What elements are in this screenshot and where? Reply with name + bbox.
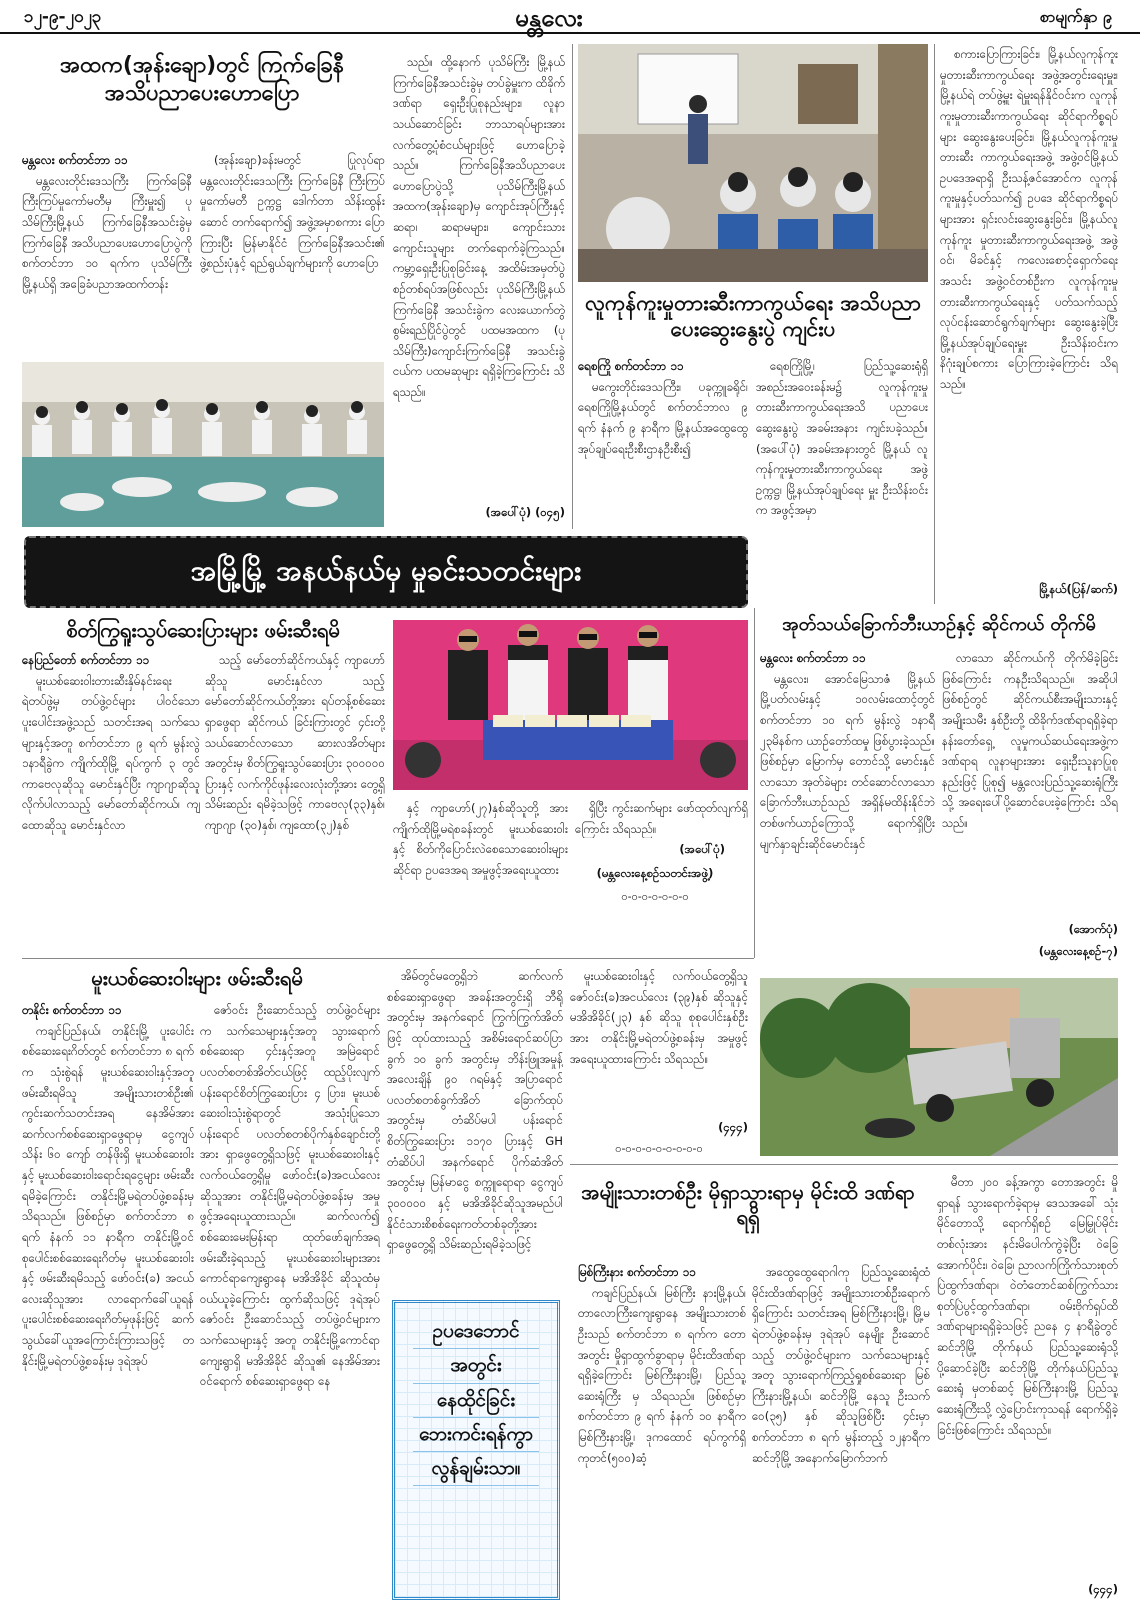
article-4-text-1: မန္တလေး၊ အောင်မြေသာဇံ မြို့နယ် မြို့ပတ်လမ်းနှင့် ၁၀လမ်းထောင့်တွင် စက်တင်ဘာ ၁၀ ရက် မွန်းလွဲ ၁နာရီ ၂၃မိနစ်က ယာဉ်တော်ထမှု ဖြစ်ပွားခဲ့သည်။ ဖြစ်စဉ်မှာ မြောက်မှ တောင်သို့ မောင်းနှင်လာသော အုတ်ခဲများ တင်ဆောင်လာသော ခြောက်ဘီးယာဉ်သည် အရှိန်မထိန်းနိုင်ဘဲ တစ်ဖက်ယာဉ်ကြောသို့ ရောက်ရှိပြီး မျက်နှာချင်းဆိုင်မောင်းနှင် [760,671,935,851]
article-6-col-3 [937,1172,1118,1577]
notice-line-3: နေထိုင်ခြင်း [413,1384,539,1418]
article-2-credit: မြို့နယ်(ပြန်/ဆက်) [1039,582,1118,596]
article-4-source: (မန္တလေးနေ့စဉ်-၇) [1038,944,1118,958]
article-3-text-2: သည့် မော်တော်ဆိုင်ကယ်နှင့် ကျာဟော်ဆိုသူ မောင်းနှင်လာ သည့် မော်တော်ဆိုင်ကယ်တို့အား ရပ်တန့်စစ်ဆေးရှာဖွေရာ ဆိုင်ကယ် ခြင်းကြားတွင် ၄င်းတို့ သယ်ဆောင်လာသော ဆားလအိတ်များအတွင်းမှ စိတ်ကြွရူးသွပ်ဆေးပြား ၃၀၀၀၀၀ ပြားနှင့် လက်ကိုင်ဖုန်းလေးလုံးတို့အား တွေ့ရှိသိမ်းဆည်း ရမိခဲ့သဖြင့် ကာဗေလု(၃၃)နှစ်၊ ကျာဂျာ (၃၀)နှစ်၊ ကျထော(၃၂)နှစ် [205,653,385,832]
article-5-col-4 [570,966,748,1116]
article-3-col-2 [205,650,385,950]
article-3-text-4: ရှိပြီး ကွင်းဆက်များ ဖော်ထုတ်လျက်ရှိကြောင်း သိရသည်။ [575,801,748,836]
article-6-text-1: ကချင်ပြည်နယ်၊ မြစ်ကြီး နားမြို့နယ်၊ တာလောကြီးကျေးရွာနေ အမျိုးသားတစ်ဦးသည် စက်တင်ဘာ ၈ ရက်က တောအတွင်း မှိုရှာထွက်ခွာရာမှ မိုင်းထိဒဏ်ရာ ရရှိခဲ့ကြောင်း မြစ်ကြီးနားမြို့၊ ပြည်သူ့ဆေးရုံကြီး မှ သိရသည်။ ဖြစ်စဉ်မှာ စက်တင်ဘာ ၉ ရက် နံနက် ၁၀ နာရီက မြစ်ကြီးနားမြို့၊ ဒုကထောင် ရပ်ကွက်ရှိ ကုတင်(၅၀၀)ဆံ့ [578,1285,746,1465]
article-5-title: မူးယစ်ဆေးဝါးများ ဖမ်းဆီးရမိ [91,966,303,990]
article-6-col-1 [578,1262,746,1602]
article-3-byline: နေပြည်တော် စက်တင်ဘာ ၁၁ [22,653,150,667]
notice-line-4: ဘေးကင်းရန်ကွာ [413,1418,539,1452]
article-4-credit: (အောက်ပုံ) [1068,922,1118,936]
article-5-separator: ၀-၀-၀-၀-၀-၀-၀-၀-၀ [615,1142,703,1155]
notice-line-2: အတွင်း [413,1349,539,1383]
article-2-text-1: မကွေးတိုင်းဒေသကြီး၊ ပခုက္ကူခရိုင်၊ ရေစကြိုမြို့နယ်တွင် စက်တင်ဘာလ ၉ ရက် နံနက် ၉ နာရီက မြို့နယ်အထွေထွေ အုပ်ချုပ်ရေးဦးစီးဌာနဦးစီး၍ [578,379,748,456]
article-3-title: စိတ်ကြွရူးသွပ်ဆေးပြားများ ဖမ်းဆီးရမိ [66,618,340,642]
article-3-text-1: မူးယစ်ဆေးဝါးတားဆီးနှိမ်နင်းရေးရဲတပ်ဖွဲ့မှ တပ်ဖွဲ့ဝင်များ ပါဝင်သော ပူးပေါင်းအဖွဲ့သည် သတင်းအရ သက်သေများနှင့်အတူ စက်တင်ဘာ ၉ ရက် မွန်းလွဲ ၁နာရီခွဲက ကျိုက်ထိုမြို့ ရပ်ကွက် ၃ တွင် ကာဗေလုဆိုသူ မောင်းနှင်ပြီး ကျာဂျာဆိုသူ လိုက်ပါလာသည့် မော်တော်ဆိုင်ကယ်၊ ကျထောဆိုသူ မောင်းနှင်လာ [22,673,200,832]
issue-date: ၁၂-၉-၂၀၂၃ [24,7,102,27]
article-5-col-2 [200,1000,380,1600]
article-2-text-2: ရေစကြိုမြို့၊ ပြည်သူ့ဆေးရုံရှိ အစည်းအဝေးခန်းမ၌ လူကုန်ကူးမှု တားဆီးကာကွယ်ရေးအသိ ပညာပေးဆွေးနွေးပွဲ အခမ်းအနား ကျင်းပခဲ့သည်။ (အပေါ်ပုံ) အခမ်းအနားတွင် မြို့နယ် လူကုန်ကူးမှုတားဆီးကာကွယ်ရေး အဖွဲ့ဥက္ကဋ္ဌ၊ မြို့နယ်အုပ်ချုပ်ရေး မှူး ဦးသိန်းဝင်းက အဖွင့်အမှာ [756,359,928,518]
column-divider [754,608,755,958]
article-4-col-1 [760,648,935,953]
article-1-text-3: သည်။ ထို့နောက် ပုသိမ်ကြီး မြို့နယ်ကြက်ခြေနီအသင်းခွဲမှ တပ်ခွဲမှူးက ထိခိုက်ဒဏ်ရာ ရှေးဦးပြုစုနည်းများ၊ လူနာသယ်ဆောင်ခြင်း ဘာသာရပ်များအား လက်တွေ့ပုံစံငယ်များဖြင့် ဟောပြောခဲ့သည်။ ကြက်ခြေနီအသိပညာပေး ဟောပြောပွဲသို့ ပုသိမ်ကြီးမြို့နယ် အထက(အုန်းချော)မှ ကျောင်းအုပ်ကြီးနှင့် ဆရာ၊ ဆရာမများ၊ ကျောင်းသားကျောင်းသူများ တက်ရောက်ခဲ့ကြသည်။ ကမ္ဘာ့ရှေးဦးပြုစုခြင်းနေ့ အထိမ်းအမှတ်ပွဲစဉ်တစ်ရပ်အဖြစ်လည်း ပုသိမ်ကြီးမြို့နယ်ကြက်ခြေနီ အသင်းခွဲက လေးယောက်တွဲ စွမ်းရည်ပြိုင်ပွဲတွင် ပထမအထက (ပုသိမ်ကြီး)ကျောင်းကြက်ခြေနီ အသင်းခွဲငယ်က ပထမဆုများ ရရှိခဲ့ကြကြောင်း သိရသည်။ [393,55,565,399]
article-1-text-1: မန္တလေးတိုင်းဒေသကြီး ကြက်ခြေနီကြီးကြပ်မှုကော်မတီမှ ကြီးမှူး၍ ပုသိမ်ကြီးမြို့နယ် ကြက်ခြေနီအသင်းခွဲမှကြက်ခြေနီ အသိပညာပေးဟောပြောပွဲကို စက်တင်ဘာ ၁၀ ရက်က ပုသိမ်ကြီး မြို့နယ်ရှိ အခြေခံပညာအထက်တန်း [22,173,192,291]
article-3-credit: (အပေါ်ပုံ) [679,842,725,856]
page-header [0,0,1140,34]
article-2-title: လူကုန်ကူးမှုတားဆီးကာကွယ်ရေး အသိပညာပေးဆွေးနွေးပွဲ ကျင်းပ [585,291,921,342]
article-1-col-3 [393,52,565,497]
first-aid-training-photo [22,362,384,527]
seized-drugs-suspects-photo [393,620,748,790]
article-5-col-3 [387,966,563,1291]
page-number: စာမျက်နှာ ၉ [1039,7,1112,26]
section-divider [22,958,754,959]
article-2-col-2 [756,356,928,601]
article-3-col-3 [393,798,568,953]
notice-line-1: ဥပဒေဘောင် [413,1315,539,1349]
truck-motorcycle-accident-photo [760,978,1118,1156]
article-2-text-3: စကားပြောကြားခြင်း၊ မြို့နယ်လူကုန်ကူးမှုတားဆီးကာကွယ်ရေး အဖွဲ့အတွင်းရေးမှူး၊ မြို့နယ်ရဲ တပ်ဖွဲ့မှူး ရဲမှူးရန်နိုင်ဝင်းက လူကုန်ကူးမှုတားဆီးကာကွယ်ရေး ဆိုင်ရာကိစ္စရပ်များ ဆွေးနွေးပေးခြင်း၊ မြို့နယ်လူကုန်ကူးမှုတားဆီး ကာကွယ်ရေးအဖွဲ့ အဖွဲ့ဝင်မြို့နယ် ဥပဒေအရာရှိ ဦးသန့်ဇင်အောင်က လူကုန်ကူးမှုနှင့်ပတ်သက်၍ ဥပဒေ ဆိုင်ရာကိစ္စရပ်များအား ရှင်းလင်းဆွေးနွေးခြင်း၊ မြို့နယ်လူကုန်ကူး မှုတားဆီးကာကွယ်ရေးအဖွဲ့ အဖွဲ့ဝင်၊ မိခင်နှင့် ကလေးစောင့်ရှောက်ရေးအသင်း အဖွဲ့ဝင်တစ်ဦးက လူကုန်ကူးမှုတားဆီးကာကွယ်ရေးနှင့် ပတ်သက်သည့် လုပ်ငန်းဆောင်ရွက်ချက်များ ဆွေးနွေးခဲ့ပြီး မြို့နယ်အုပ်ချုပ်ရေးမှူး ဦးသိန်းဝင်းက နိဂုံးချုပ်စကား ပြောကြားခဲ့ကြောင်း သိရသည်။ [940,47,1118,391]
article-3-text-3: နှင့် ကျာဟော်(၂၇)နှစ်ဆိုသူတို့ အား ကျိုက်ထိုမြို့မရဲစခန်းတွင် မူးယစ်ဆေးဝါးနှင့် စိတ်ကိုပြောင်းလဲစေသောဆေးဝါးများဆိုင်ရာ ဥပဒေအရ အမှုဖွင့်အရေးယူထား [393,801,568,877]
article-2-col-3 [940,44,1118,579]
article-5-col-1 [22,1000,194,1600]
article-4-byline: မန္တလေး စက်တင်ဘာ ၁၁ [760,651,866,665]
article-1-col-1 [22,150,192,350]
article-1-title: အထက(အုန်းချော)တွင် ကြက်ခြေနီ အသိပညာပေးဟောပြော [59,53,345,106]
article-1-col-2 [200,150,385,350]
column-divider [934,44,935,604]
article-6-col-2 [752,1262,930,1602]
article-4-text-2: လာသော ဆိုင်ကယ်ကို တိုက်မိခဲ့ခြင်းဖြစ်ကြောင်း ကနဦးသိရသည်။ အဆိုပါ ဖြစ်စဉ်တွင် ဆိုင်ကယ်စီးအမျိုးသားနှင့် အမျိုးသမီး နှစ်ဦးတို့ ထိခိုက်ဒဏ်ရာရရှိခဲ့ရာ နန်းတော်ရှေ့ လူမှုကယ်ဆယ်ရေးအဖွဲ့က ဒဏ်ရာရ လူနာများအား ရှေးဦးသူနာပြုစုနည်းဖြင့် ပြုစု၍ မန္တလေးပြည်သူ့ဆေးရုံကြီးသို့ အရေးပေါ်ပို့ဆောင်ပေးခဲ့ကြောင်း သိရသည်။ [942,651,1118,830]
public-notice-box [392,1300,560,1600]
article-6-text-2: အထွေထွေရောဂါကု ပြည်သူ့ဆေးရုံထံ မိုင်းထိဒဏ်ရာဖြင့် အမျိုးသားတစ်ဦးရောက်ရှိကြောင်း သတင်းအရ မြစ်ကြီးနားမြို့၊ မြို့မရဲတပ်ဖွဲ့စခန်းမှ ဒုရဲအုပ် နေမျိုး ဦးဆောင်သည့် တပ်ဖွဲ့ဝင်များက သက်သေများနှင့်အတူ သွားရောက်ကြည့်ရှုစစ်ဆေးရာ မြစ်ကြီးနားမြို့နယ်၊ ဆင်ဘိုမြို့ နေသူ ဦးသက်ဝေ(၃၅) နှစ် ဆိုသူဖြစ်ပြီး ၄င်းမှာ စက်တင်ဘာ ၈ ရက် မွန်းတည့် ၁၂နာရီက ဆင်ဘိုမြို့ အနောက်မြောက်ဘက် [752,1265,930,1465]
article-1-byline: မန္တလေး စက်တင်ဘာ ၁၁ [22,153,128,167]
anti-trafficking-meeting-photo [578,44,928,282]
article-6-text-3: မီတာ ၂၀၀ ခန့်အကွာ တောအတွင်း မှိုရှာရန် သွားရောက်ခဲ့ရာမှ ဒေသအခေါ် သုံးမိုင်တောသို့ ရောက်ရှိစဉ် မြေမြှုပ်မိုင်းတစ်လုံးအား နင်းမိပေါက်ကွဲခဲ့ပြီး ဝဲခြေ အောက်ပိုင်း၊ ဝဲခြေ၊ ညာလက်ကြိုက်သားစုတ်ပြဲထွက်ဒဏ်ရာ၊ ဝဲတံတောင်ဆစ်ကြွက်သား စုတ်ပြဲပွင့်ထွက်ဒဏ်ရာ၊ ဝမ်းဗိုက်ရှပ်ထိဒဏ်ရာများရရှိခဲ့သဖြင့် ညနေ ၄ နာရီခွဲတွင် ဆင်ဘိုမြို့ တိုက်နယ် ပြည်သူ့ဆေးရုံသို့ ပို့ဆောင်ခဲ့ပြီး ဆင်ဘိုမြို့ တိုက်နယ်ပြည်သူ့ဆေးရုံ မှတစ်ဆင့် မြစ်ကြီးနားမြို့ ပြည်သူ့ဆေးရုံကြီးသို့ လွှဲပြောင်းကုသရန် ရောက်ရှိခဲ့ခြင်းဖြစ်ကြောင်း သိရသည်။ [937,1175,1118,1437]
article-4-col-2 [942,648,1118,918]
article-5-text-2: ဇော်ဝင်း ဦးဆောင်သည့် တပ်ဖွဲ့ဝင်များက သက်သေများနှင့်အတူ သွားရောက်စစ်ဆေးရာ ၄င်းနှင့်အတူ အမြဲရောင်ပလတ်စတစ်အိတ်ငယ်ဖြင့် ထည့်ပိုးလျက် ပန်းရောင်စိတ်ကြွဆေးပြား ၄ ပြား၊ မူးယစ်ဆေးဝါးသုံးစွဲရာတွင် အသုံးပြုသော ပန်းရောင် ပလတ်စတစ်ပိုက်နှစ်ချောင်းတို့အား ရှာဖွေတွေ့ရှိသဖြင့် မူးယစ်ဆေးဝါးနှင့် လက်ဝယ်တွေ့ရှိမှု ဖော်ဝင်း(ခ)အငယ်လေးဆိုသူအား တနိုင်းမြို့မရဲတပ်ဖွဲ့စခန်းမှ အမှုဖွင့်အရေးယူထားသည်။ ဆက်လက်၍ စစ်ဆေးမေးမြန်းရာ ထုတ်ဖော်ချက်အရ ဖမ်းဆီးခဲ့ရသည့် မူးယစ်ဆေးဝါးများအား ကောင်ရာကျေးရွာနေ မအိအိခိုင် ဆိုသူထံမှ ဝယ်ယူခဲ့ကြောင်း ထွက်ဆိုသဖြင့် ဒုရဲအုပ် ဇော်ဝင်း ဦးဆောင်သည့် တပ်ဖွဲ့ဝင်များက သက်သေများနှင့် အတူ တနိုင်းမြို့ကောင်ရာကျေးရွာရှိ မအိအိခိုင် ဆိုသူ၏ နေအိမ်အား ဝင်ရောက် စစ်ဆေးရှာဖွေရာ နေ [200,1003,380,1389]
newspaper-logo: မန္တလေး [515,3,583,32]
column-divider [572,44,573,529]
article-3-source: (မန္တလေးနေ့စဉ်သတင်းအဖွဲ့) [596,866,714,880]
article-1-text-2: (အုန်းချော)ခန်းမတွင် ပြုလုပ်ရာ မန္တလေးတိုင်းဒေသကြီး ကြက်ခြေနီ ကြီးကြပ်မှုကော်မတီ ဥက္ကဋ္ဌ ဒေါက်တာ သိန်းထွန်းဆောင် တက်ရောက်၍ အဖွဲ့အမှာစကား ပြောကြားပြီး မြန်မာနိုင်ငံ ကြက်ခြေနီအသင်း၏ ဖွဲ့စည်းပုံနှင့် ရည်ရွယ်ချက်များကို ဟောပြော [200,153,385,271]
article-2-byline: ရေစကြို စက်တင်ဘာ ၁၁ [578,359,684,373]
article-6-credit: (၄၄၄) [1088,1582,1118,1596]
article-3-col-1 [22,650,200,950]
notice-line-5: လွန်ချမ်းသာ။ [413,1452,539,1486]
article-5-text-1: ကချင်ပြည်နယ်၊ တနိုင်းမြို့ ပူးပေါင်းစစ်ဆေးရေးဂိတ်တွင် စက်တင်ဘာ ၈ ရက်က သုံးစွဲရန် မူးယစ်ဆေးဝါးနှင့်အတူ ဖမ်းဆီးရမိသူ အမျိုးသားတစ်ဦး၏ ကွင်းဆက်သတင်းအရ နေအိမ်အား ဆက်လက်စစ်ဆေးရှာဖွေရာမှ ငွေကျပ်သိန်း ၆၀ ကျော် တန်ဖိုးရှိ မူးယစ်ဆေးဝါးနှင့် မူးယစ်ဆေးဝါးရောင်းရငွေများ ဖမ်းဆီးရမိခဲ့ကြောင်း တနိုင်းမြို့မရဲတပ်ဖွဲ့စခန်းမှ သိရသည်။ ဖြစ်စဉ်မှာ စက်တင်ဘာ ၈ ရက် နံနက် ၁၁ နာရီက တနိုင်းမြို့ဝင် စုပေါင်းစစ်ဆေးရေးဂိတ်မှ မူးယစ်ဆေးဝါးနှင့် ဖမ်းဆီးရမိသည့် ဖော်ဝင်း(ခ) အငယ်လေးဆိုသူအား လာရောက်ခေါ်ယူရန် ပူးပေါင်းစစ်ဆေးရေးဂိတ်မှဖုန်းဖြင့် ဆက်သွယ်ခေါ်ယူအကြောင်းကြားသဖြင့် တနိုင်းမြို့မရဲတပ်ဖွဲ့စခန်းမှ ဒုရဲအုပ် [22,1023,194,1368]
article-5-credit: (၄၄၄) [718,1120,748,1134]
article-6-title: အမျိုးသားတစ်ဦး မိုရှာသွားရာမှ မိုင်းထိ ဒဏ်ရာရရှိ [581,1180,915,1229]
article-6-byline: မြစ်ကြီးနား စက်တင်ဘာ ၁၁ [578,1265,696,1279]
section-divider [570,1164,1118,1165]
crime-news-banner: အမြို့မြို့ အနယ်နယ်မှ မှုခင်းသတင်းများ [24,536,748,608]
article-3-col-4 [575,798,748,838]
article-1-credit: (အပေါ်ပုံ) (၀၄၅) [485,505,565,519]
article-5-byline: တနိုင်း စက်တင်ဘာ ၁၁ [22,1003,122,1017]
article-3-separator: ၀-၀-၀-၀-၀-၀-၀ [621,890,689,903]
article-5-text-3: အိမ်တွင်မတွေ့ရှိဘဲ ဆက်လက် စစ်ဆေးရှာဖွေရာ အခန်းအတွင်းရှိ ဘီရိုအတွင်းမှ အနက်ရောင် ကြွက်ကြွက်အိတ်ဖြင့် ထုပ်ထားသည့် အစိမ်းရောင်ဆပ်ပြာခွက် ၁၀ ခွက် အတွင်းမှ ဘိန်းဖြူအမှုန့် အလေးချိန် ၉၀ ဂရမ်နှင့် အပြာရောင်ပလတ်စတစ်ခွက်အိတ် ခြောက်ထုပ်အတွင်းမှ တံဆိပ်မပါ ပန်းရောင် စိတ်ကြွဆေးပြား ၁၁၇၀ ပြားနှင့် GH တံဆိပ်ပါ အနက်ရောင် ပိုက်ဆံအိတ်အတွင်းမှ မြန်မာငွေ စက္ကူရောရာ ငွေကျပ် ၃၀၀၀၀၀ နှင့် မအိအိခိုင်ဆိုသူအမည်ပါ နိုင်ငံသားစိစစ်ရေးကတ်တစ်ခုတို့အား ရှာဖွေတွေ့ရှိ သိမ်းဆည်းရမိခဲ့သဖြင့် [387,969,563,1252]
article-5-text-4: မူးယစ်ဆေးဝါးနှင့် လက်ဝယ်တွေ့ရှိသူ ဇော်ဝင်း(ခ)အငယ်လေး (၃၉)နှစ် ဆိုသူနှင့် မအိအိခိုင်(၂၃) နှစ် ဆိုသူ စုစုပေါင်းနှစ်ဦးအား တနိုင်းမြို့မရဲတပ်ဖွဲ့စခန်းမှ အမှုဖွင့် အရေးယူထားကြောင်း သိရသည်။ [570,969,748,1066]
article-4-title: အုတ်သယ်ခြောက်ဘီးယာဉ်နှင့် ဆိုင်ကယ် တိုက်မိ [782,614,1096,635]
article-2-col-1 [578,356,748,516]
